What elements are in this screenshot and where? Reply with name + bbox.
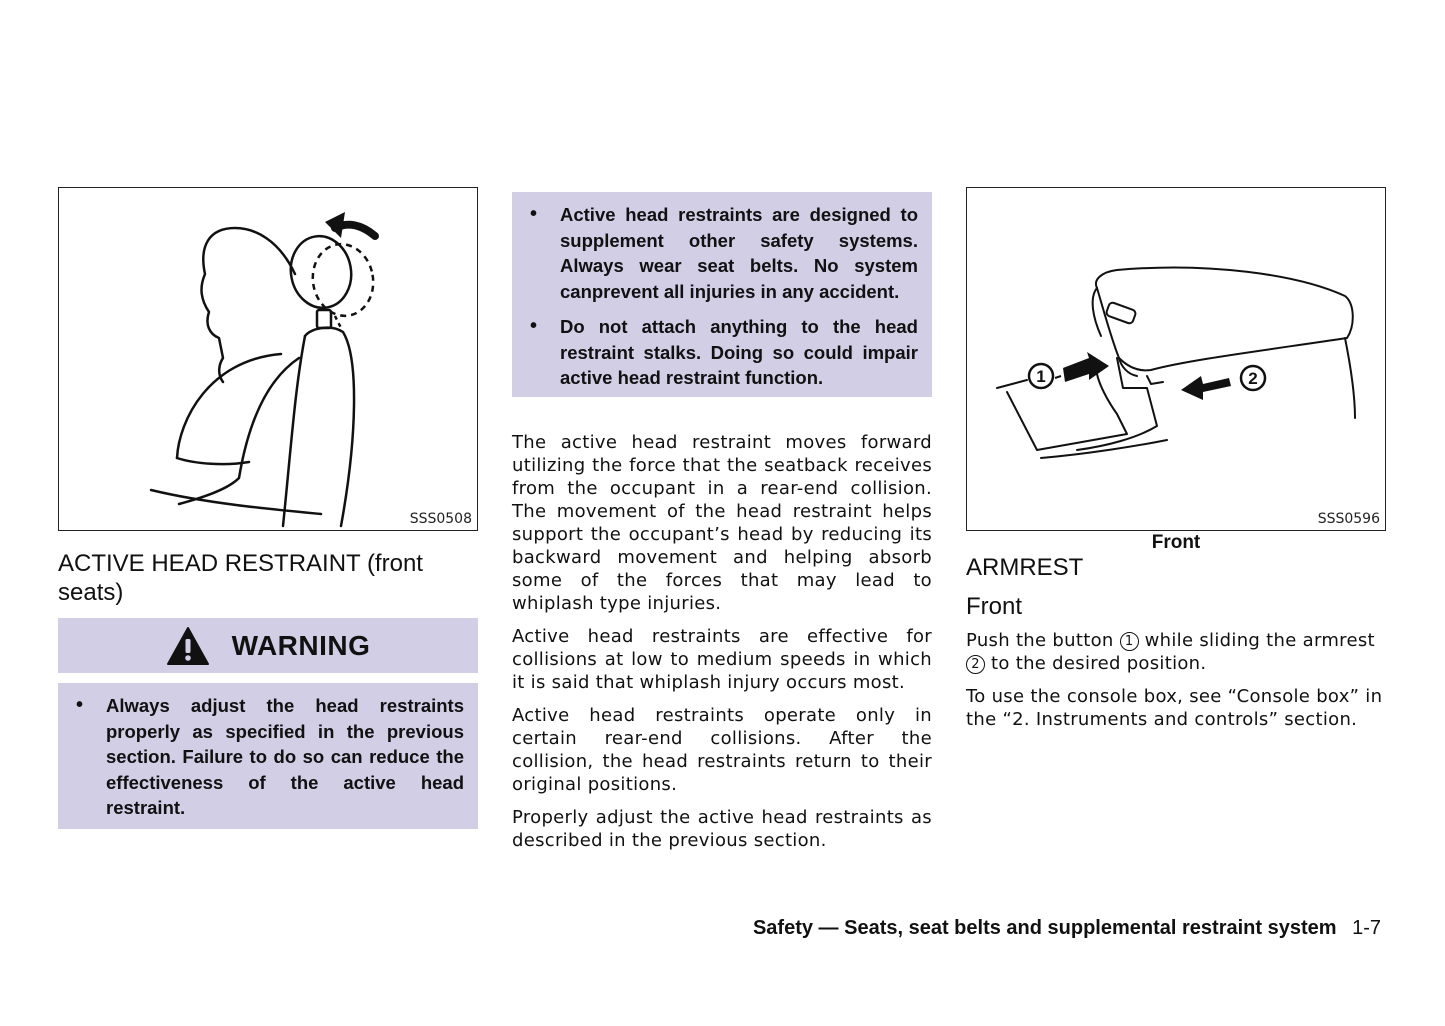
section-title-armrest: ARMREST bbox=[966, 554, 1084, 581]
paragraph: Active head restraints are effective for collisions at low to medium speeds in which it is said that whiplash injury occurs most. bbox=[512, 625, 932, 693]
warning-box-left bbox=[58, 683, 478, 829]
figure-code: SSS0596 bbox=[1317, 511, 1380, 527]
callout-1: 1 bbox=[1036, 367, 1046, 386]
armrest-figure bbox=[966, 187, 1386, 531]
head-restraint-illustration bbox=[59, 188, 476, 529]
warning-box-middle bbox=[512, 192, 932, 397]
warning-triangle-icon bbox=[166, 626, 210, 666]
right-body-text bbox=[966, 629, 1386, 731]
footer-section-title: Safety — Seats, seat belts and supplemental restraint system bbox=[752, 917, 1337, 939]
text-run: to the desired position. bbox=[991, 653, 1207, 674]
paragraph: The active head restraint moves forward utilizing the force that the seatback receives from the occupant in a rear-end collision. The movement of the head restraint helps support the occupant’s head by reducing its backward movement and helping absorb some of the forces that may lead to whiplash type injuries. bbox=[512, 431, 932, 614]
text-run: Push the button bbox=[966, 630, 1114, 651]
paragraph bbox=[966, 629, 1386, 675]
text-run: while sliding the armrest bbox=[1144, 630, 1375, 651]
page-footer bbox=[753, 917, 1381, 940]
callout-2-ref: 2 bbox=[966, 655, 985, 674]
figure-code: SSS0508 bbox=[409, 511, 472, 527]
warning-label: WARNING bbox=[231, 629, 371, 661]
section-title-active-head-restraint: ACTIVE HEAD RESTRAINT (front seats) bbox=[58, 550, 423, 606]
subsection-title-front: Front bbox=[966, 593, 1023, 620]
figure-caption: Front bbox=[1151, 532, 1201, 553]
right-column bbox=[966, 187, 1386, 741]
callout-1-ref: 1 bbox=[1120, 632, 1139, 651]
middle-body-text bbox=[512, 431, 932, 852]
warning-item: • Active head restraints are designed to supplement other safety systems. Always wear seat belts. No system canprevent all injuries in any accident. bbox=[526, 202, 918, 304]
armrest-illustration bbox=[967, 188, 1384, 529]
middle-column bbox=[512, 187, 932, 862]
callout-2: 2 bbox=[1248, 369, 1258, 388]
left-column bbox=[58, 187, 478, 829]
paragraph: Active head restraints operate only in certain rear-end collisions. After the collision, the head restraints return to their original positions. bbox=[512, 704, 932, 795]
head-restraint-figure bbox=[58, 187, 478, 531]
paragraph: Properly adjust the active head restraints as described in the previous section. bbox=[512, 806, 932, 851]
paragraph: To use the console box, see “Console box” in the “2. Instruments and controls” section. bbox=[966, 686, 1383, 730]
warning-banner bbox=[58, 618, 478, 673]
warning-item: • Do not attach anything to the head restraint stalks. Doing so could impair active head restraint function. bbox=[526, 314, 918, 391]
page-number: 1-7 bbox=[1352, 917, 1381, 939]
warning-item: • Always adjust the head restraints properly as specified in the previous section. Failure to do so can reduce the effectiveness of the active head restraint. bbox=[72, 693, 464, 821]
